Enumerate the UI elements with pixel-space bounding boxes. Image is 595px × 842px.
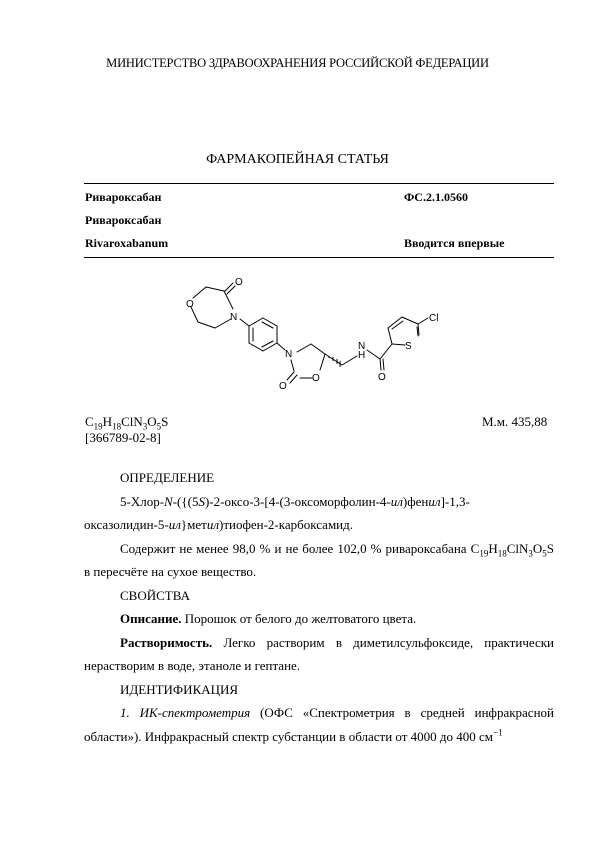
- atom-o-oxazolidinone-carbonyl: O: [279, 381, 287, 392]
- cas-number: [366789-02-8]: [85, 430, 161, 445]
- ir-spectrometry-paragraph: 1. ИК-спектрометрия (ОФС «Спектрометрия в средней инфракрасной области»). Инфракрасный спектр субстанции в области от 4000 до 400 $см^{-1}$: [84, 705, 554, 744]
- molecular-formula: $C_{19}H_{18}ClN_3O_5S$: [85, 414, 169, 432]
- atom-n-oxazolidinone: N: [285, 349, 293, 360]
- atom-o-morpholine: O: [186, 299, 194, 310]
- description-paragraph: Описание. Порошок от белого до желтоватого цвета.: [120, 611, 417, 626]
- ministry-header: МИНИСТЕРСТВО ЗДРАВООХРАНЕНИЯ РОССИЙСКОЙ ФЕДЕРАЦИИ: [106, 56, 489, 70]
- atom-n-amide: N: [358, 341, 366, 352]
- atom-o-amide: O: [378, 372, 386, 383]
- top-rule: [84, 183, 554, 184]
- name-russian-2: Ривароксабан: [85, 213, 162, 227]
- atom-o-carbonyl: O: [235, 277, 243, 288]
- introduction-status: Вводится впервые: [404, 236, 505, 250]
- section-identification-title: ИДЕНТИФИКАЦИЯ: [120, 681, 239, 697]
- atom-o-oxazolidinone: O: [312, 373, 320, 384]
- section-properties-title: СВОЙСТВА: [120, 587, 190, 603]
- article-code: ФС.2.1.0560: [404, 190, 468, 204]
- solubility-paragraph: Растворимость. Легко растворим в диметилсульфоксиде, практически нерастворим в воде, этаноле и гептане.: [84, 634, 554, 673]
- name-russian: Ривароксабан: [85, 190, 162, 204]
- atom-cl: Cl: [429, 313, 439, 324]
- bottom-rule: [84, 257, 554, 258]
- name-latin: Rivaroxabanum: [85, 236, 169, 250]
- atom-h-amide: H: [358, 350, 366, 361]
- chemical-name-line-2: оксазолидин-5-ил}метил)тиофен-2-карбоксамид.: [84, 517, 354, 532]
- structural-formula-diagram: [150, 270, 480, 405]
- chemical-name-line-1: 5-Хлор-N-({(5S)-2-оксо-3-[4-(3-оксоморфолин-4-ил)фенил]-1,3-: [120, 493, 470, 509]
- article-body: [84, 466, 554, 748]
- document-title: ФАРМАКОПЕЙНАЯ СТАТЬЯ: [206, 152, 389, 167]
- section-definition-title: ОПРЕДЕЛЕНИЕ: [120, 470, 215, 485]
- molecular-mass: М.м. 435,88: [482, 414, 548, 429]
- content-statement: Содержит не менее 98,0 % и не более 102,0 % ривароксабана $C_{19}H_{18}ClN_3O_5S$ в пересчёте на сухое вещество.: [84, 540, 554, 579]
- atom-n-morpholine: N: [230, 312, 238, 323]
- atom-s-thiophene: S: [405, 341, 412, 352]
